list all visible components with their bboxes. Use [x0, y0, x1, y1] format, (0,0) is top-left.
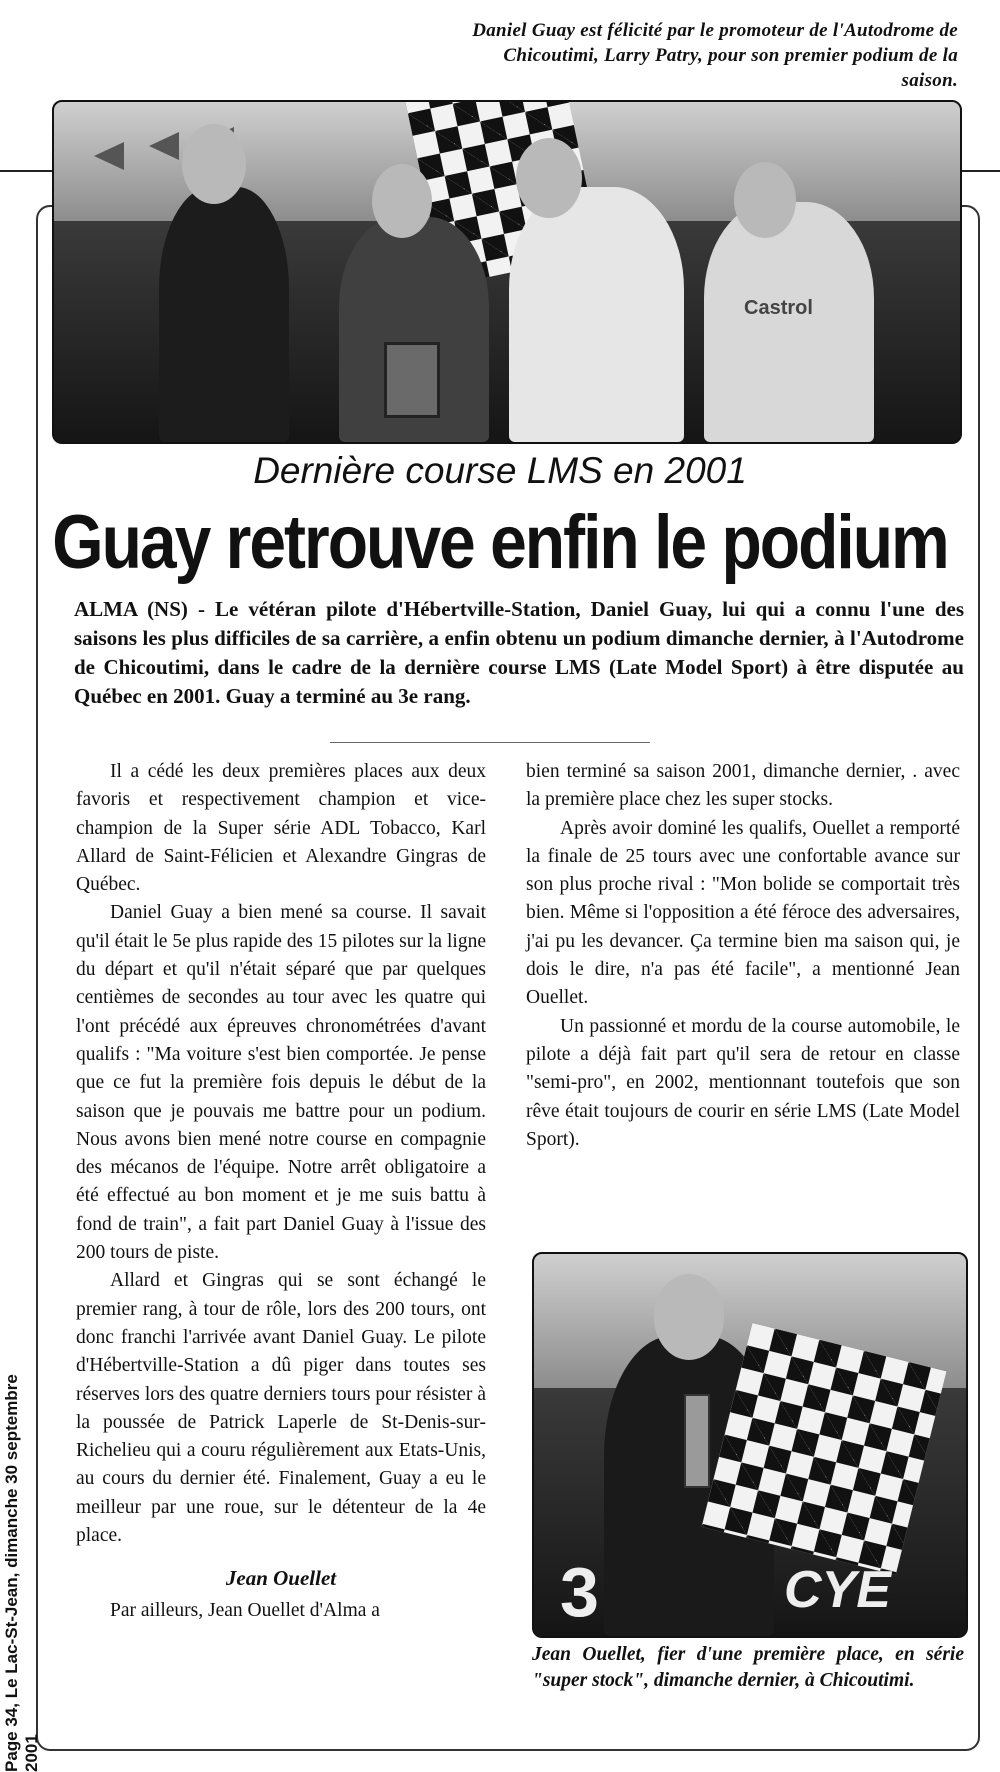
left-column: [76, 758, 486, 1625]
podium-photo: [52, 100, 962, 444]
person-head: [734, 162, 796, 238]
body-paragraph: Daniel Guay a bien mené sa course. Il savait qu'il était le 5e plus rapide des 15 pilotes sur la ligne du départ et qu'il n'était séparé que par quelques centièmes de secondes au tour avec les quatre qui l'ont précédé aux épreuves chronométrées d'avant qualifs : "Ma voiture s'est bien comportée. Je pense que ce fut la première fois depuis le début de la saison que je pouvais me battre pour un podium. Nous avons bien mené notre course en compagnie des mécanos de l'équipe. Notre arrêt obligatoire a été effectué au bon moment et je me suis battu à fond de train", a fait part Daniel Guay à l'issue des 200 tours de piste.: [76, 902, 486, 1264]
right-column: [526, 758, 960, 1154]
car-number-text: 3: [560, 1553, 599, 1631]
person-head: [516, 138, 582, 218]
body-paragraph: Allard et Gingras qui se sont échangé le premier rang, à tour de rôle, lors des 200 tours, ont donc franchi l'arrivée avant Daniel Guay. Le pilote d'Hébertville-Station a dû piger dans toutes ses réserves lors des quatre derniers tours pour résister à la poussée de Patrick Laperle de St-Denis-sur-Richelieu qui a couru régulièrement aux Etats-Unis, au cours du dernier été. Finalement, Guay a eu le meilleur par une roue, sur le détenteur de la 4e place.: [76, 1270, 486, 1547]
body-paragraph: Un passionné et mordu de la course automobile, le pilote a déjà fait part qu'il sera de retour en classe "semi-pro", en 2002, mentionnant toutefois que son rêve était toujours de courir en série LMS (Late Model Sport).: [526, 1015, 960, 1150]
person-promoter: [509, 187, 684, 442]
person-head: [654, 1274, 724, 1360]
headline: Guay retrouve enfin le podium: [52, 499, 948, 585]
winner-photo: [532, 1252, 968, 1638]
body-paragraph: Après avoir dominé les qualifs, Ouellet a remporté la finale de 25 tours avec une confortable avance sur son plus proche rival : "Mon bolide se comportait très bien. Même si l'opposition a été féroce des adversaires, j'ai pu les devancer. Ça termine bien ma saison qui, je dois le dire, n'a pas été facile", a mentionné Jean Ouellet.: [526, 817, 960, 1009]
pennant-icon: [94, 142, 124, 170]
trophy-icon: [684, 1394, 710, 1488]
body-paragraph: Par ailleurs, Jean Ouellet d'Alma a: [110, 1599, 380, 1621]
page-folio: Page 34, Le Lac-St-Jean, dimanche 30 septembre 2001: [2, 1374, 41, 1772]
body-paragraph: Il a cédé les deux premières places aux deux favoris et respectivement champion et vice-champion de la Super série ADL Tobacco, Karl Allard de Saint-Félicien et Alexandre Gingras de Québec.: [76, 761, 486, 896]
body-paragraph: bien terminé sa saison 2001, dimanche dernier, . avec la première place chez les super stocks.: [526, 761, 960, 811]
trophy-icon: [384, 342, 440, 418]
person-guay: [159, 187, 289, 442]
pennant-icon: [149, 132, 179, 160]
subheading: Jean Ouellet: [225, 1566, 337, 1591]
person-head: [372, 164, 432, 238]
person-head: [182, 124, 246, 204]
car-lettering-text: CYE: [784, 1561, 891, 1619]
section-rule: [330, 742, 650, 743]
shirt-logo-text: Castrol: [744, 297, 813, 319]
top-photo-caption: Daniel Guay est félicité par le promoteur de l'Autodrome de Chicoutimi, Larry Patry, pour son premier podium de la saison.: [472, 20, 958, 91]
bottom-photo-caption: Jean Ouellet, fier d'une première place, en série "super stock", dimanche dernier, à Chicoutimi.: [532, 1644, 964, 1691]
kicker: Dernière course LMS en 2001: [253, 450, 747, 491]
lead-paragraph: ALMA (NS) - Le vétéran pilote d'Hébertville-Station, Daniel Guay, lui qui a connu l'une des saisons les plus difficiles de sa carrière, a enfin obtenu un podium dimanche dernier, à l'Autodrome de Chicoutimi, dans le cadre de la dernière course LMS (Late Model Sport) à être disputée au Québec en 2001. Guay a terminé au 3e rang.: [74, 597, 964, 708]
person-spectator: [704, 202, 874, 442]
